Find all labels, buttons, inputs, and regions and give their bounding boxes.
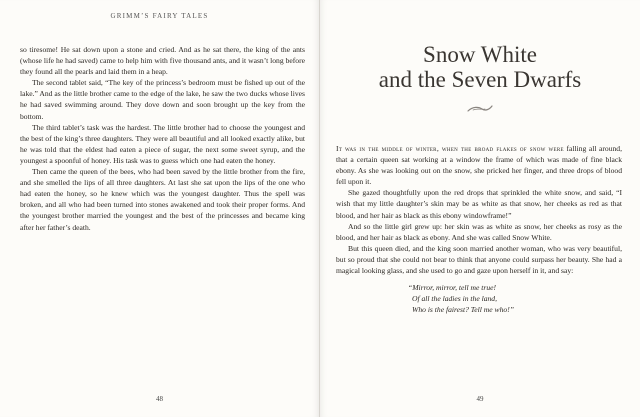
paragraph: The third tablet’s task was the hardest. The little brother had to choose the youngest and the best of the king’s three daughters. They were all beautiful and all looked exactly alike, but he was told that the eldest had eaten a piece of sugar, the next some sweet syrup, and the youngest a spoonful of honey. His task was to guess which one had eaten the honey. [20, 122, 305, 165]
verse-line: “Mirror, mirror, tell me true! [408, 283, 497, 293]
opening-rest: falling all around, that a certain queen sat working at a window the frame of which was made of fine black ebony. As she was looking out on the snow, she pricked her finger, and three drops of blood fell upon it. [336, 144, 622, 187]
title-line-1: Snow White [423, 42, 537, 67]
opening-paragraph [336, 143, 622, 187]
paragraph: The second tablet said, “The key of the princess’s bedroom must be fished up out of the lake.” And as the little brother came to the edge of the lake, he saw the two ducks whose lives he had saved swimming around. They dove down and soon brought up the key from the bottom. [20, 78, 305, 121]
verse-line: Who is the fairest? Tell me who!” [412, 305, 514, 315]
right-body-text [336, 143, 622, 315]
verse-line: Of all the ladies in the land, [412, 294, 497, 304]
paragraph: Then came the queen of the bees, who had been saved by the little brother from the fire, and she smelled the lips of all three daughters. At last she sat upon the lips of the one who had eaten the honey, so he knew which was the youngest daughter. Thus the spell was broken, and all who had been turned into stones awakened and took their proper forms. And the youngest brother married the youngest and the best of the princesses and became king after her father’s death. [20, 167, 305, 232]
verse-block [336, 282, 622, 315]
page-number-right: 49 [476, 395, 484, 403]
running-head: GRIMM’S FAIRY TALES [110, 12, 209, 20]
paragraph: so tiresome! He sat down upon a stone and cried. And as he sat there, the king of the ants (whose life he had saved) came to help him with five thousand ants, and it wasn’t long before they found all the pearls and laid them in a heap. [20, 45, 305, 77]
story-title [320, 42, 640, 92]
opening-smallcaps: It was in the middle of winter, when the broad flakes of snow were [336, 144, 564, 153]
page-number-left: 48 [156, 395, 163, 403]
right-page [320, 0, 640, 417]
paragraph: And so the little girl grew up: her skin was as white as snow, her cheeks as rosy as the blood, and her hair as black as ebony. And she was called Snow White. [336, 221, 622, 242]
left-body-text [20, 44, 305, 233]
swash-ornament-icon [467, 104, 493, 114]
paragraph: She gazed thoughtfully upon the red drops that sprinkled the white snow, and said, “I wish that my little daughter’s skin may be as white as that snow, her cheeks as red as that blood, and her hair as black as this ebony windowframe!” [336, 188, 622, 220]
title-line-2: and the Seven Dwarfs [378, 67, 582, 92]
paragraph: But this queen died, and the king soon married another woman, who was very beautiful, but so proud that she could not bear to think that anyone could surpass her beauty. She had a magical looking glass, and she used to go and gaze upon herself in it, and say: [336, 243, 622, 276]
